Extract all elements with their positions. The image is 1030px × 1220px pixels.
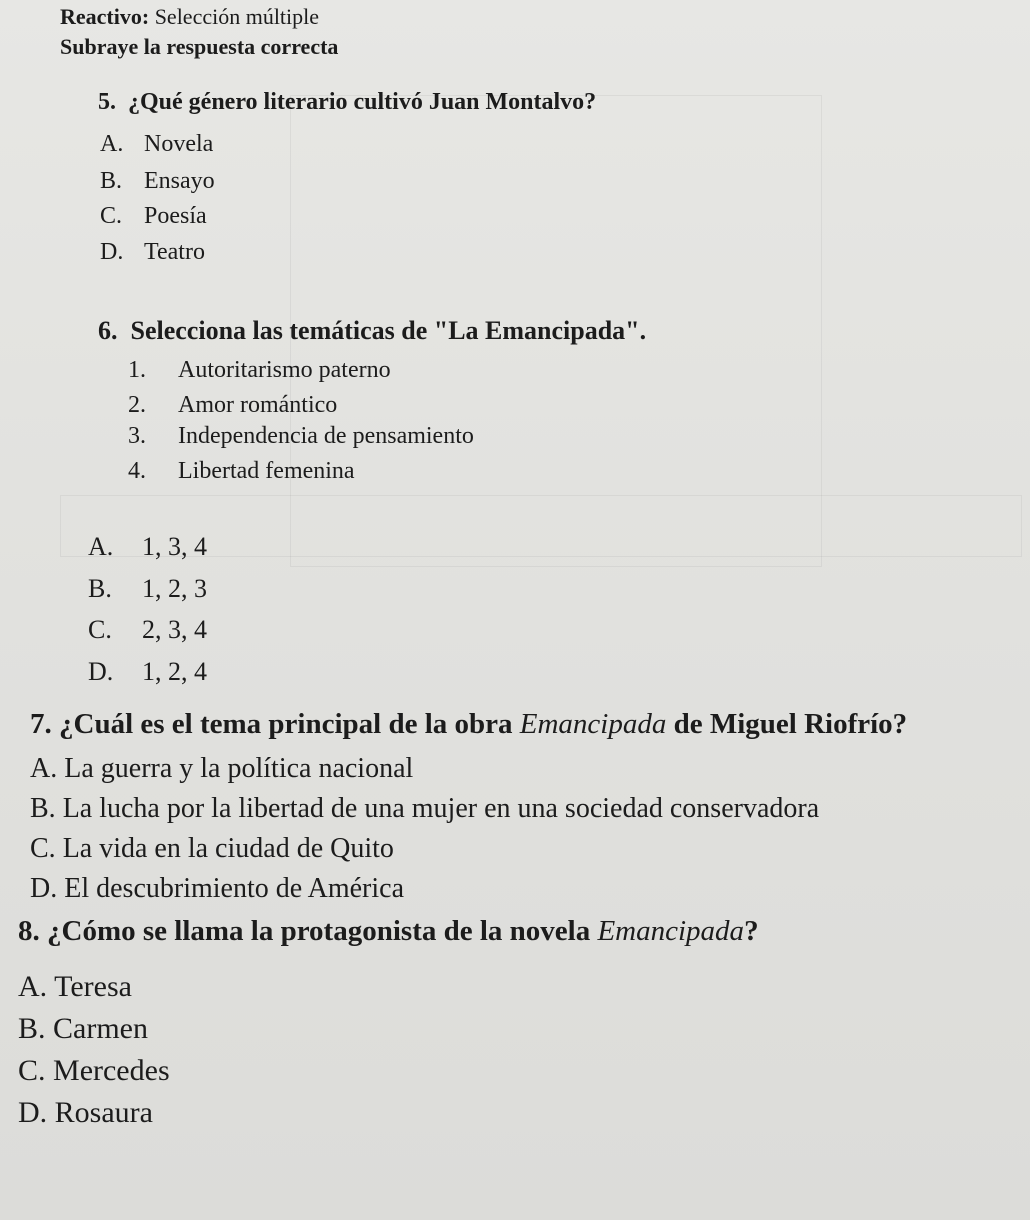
question-5 [98,90,596,114]
item-number: 1. [128,357,146,383]
option-text: La guerra y la política nacional [64,753,414,784]
option-text: Rosaura [54,1096,153,1129]
option-text: Teatro [144,239,205,265]
option-letter: A. [100,131,124,157]
item-text: Amor romántico [178,392,338,418]
option-letter: A. [18,970,48,1003]
option-letter: D. [88,657,114,686]
q7-option-d[interactable] [30,875,404,903]
question-number: 8. [18,915,40,947]
question-text-end: de Miguel Riofrío? [673,708,908,740]
option-text: El descubrimiento de América [64,873,405,904]
option-letter: C. [100,203,123,229]
option-letter: C. [18,1054,46,1087]
question-number: 7. [30,708,52,740]
q5-option-b[interactable] [100,169,215,193]
option-text: 2, 3, 4 [142,615,207,644]
q8-option-a[interactable] [18,972,132,1002]
option-text: 1, 2, 3 [142,574,207,603]
question-text: ¿Qué género literario cultivó Juan Montalvo? [128,89,597,115]
q6-option-b[interactable] [88,576,207,602]
q5-option-c[interactable] [100,204,207,228]
option-letter: D. [100,239,124,265]
q6-item-4 [128,459,355,483]
option-text: La vida en la ciudad de Quito [62,833,394,864]
option-letter: A. [88,532,114,561]
question-8 [18,917,759,946]
q6-option-c[interactable] [88,617,207,643]
option-text: La lucha por la libertad de una mujer en una sociedad conservadora [62,793,820,824]
reactivo-line [60,6,319,28]
q5-option-d[interactable] [100,240,205,264]
reactivo-value: Selección múltiple [154,4,320,29]
question-text: ¿Cuál es el tema principal de la obra [59,708,513,740]
q6-item-1 [128,358,391,382]
item-text: Libertad femenina [178,458,355,484]
q8-option-d[interactable] [18,1098,153,1128]
option-letter: C. [30,833,56,864]
option-letter: A. [30,753,58,784]
item-number: 3. [128,423,146,449]
q6-option-a[interactable] [88,534,207,560]
option-text: Mercedes [53,1054,170,1087]
option-letter: B. [100,168,123,194]
option-text: Ensayo [144,168,215,194]
question-7 [30,710,907,739]
q6-item-3 [128,424,474,448]
question-number: 6. [98,316,118,345]
q7-option-b[interactable] [30,795,819,823]
option-letter: C. [88,615,112,644]
instruction: Subraye la respuesta correcta [60,34,339,59]
option-text: Carmen [53,1012,148,1045]
item-number: 2. [128,392,146,418]
item-text: Autoritarismo paterno [178,357,391,383]
q7-option-c[interactable] [30,835,394,863]
option-text: Poesía [144,203,207,229]
option-letter: B. [18,1012,46,1045]
option-letter: B. [88,574,112,603]
option-text: Novela [144,131,214,157]
question-text: ¿Cómo se llama la protagonista de la novela [47,915,591,947]
option-letter: B. [30,793,56,824]
item-text: Independencia de pensamiento [178,423,474,449]
q8-option-b[interactable] [18,1014,148,1044]
item-number: 4. [128,458,146,484]
q6-option-d[interactable] [88,659,207,685]
q6-item-2 [128,393,337,417]
q8-option-c[interactable] [18,1056,170,1086]
option-text: 1, 2, 4 [142,657,207,686]
option-letter: D. [30,873,58,904]
option-text: Teresa [54,970,132,1003]
work-title: Emancipada [519,708,667,740]
work-title: Emancipada [597,915,745,947]
question-text-end: ? [744,915,759,947]
question-text: Selecciona las temáticas de "La Emancipada". [130,316,647,345]
option-text: 1, 3, 4 [142,532,207,561]
q7-option-a[interactable] [30,755,413,783]
option-letter: D. [18,1096,48,1129]
reactivo-label: Reactivo: [60,4,150,29]
question-6 [98,318,646,344]
question-number: 5. [98,89,116,115]
q5-option-a[interactable] [100,132,213,156]
